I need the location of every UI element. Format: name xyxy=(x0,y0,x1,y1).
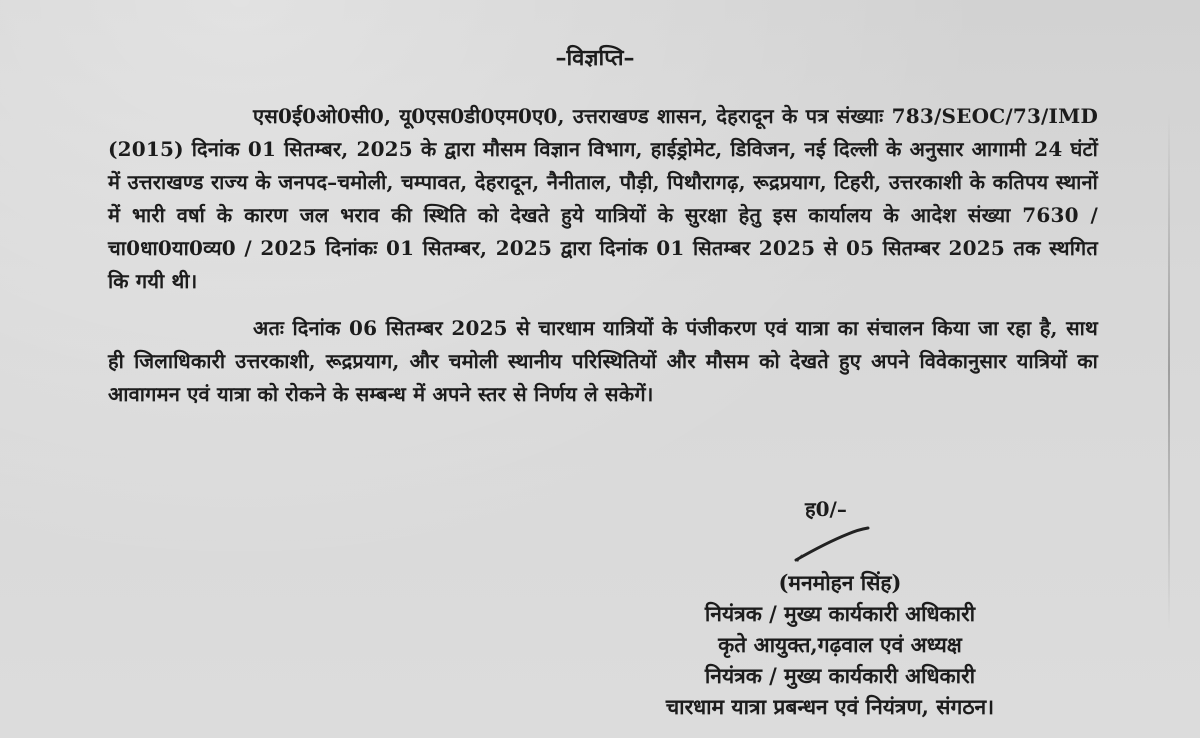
signatory-designation-2: कृते आयुक्त,गढ़वाल एवं अध्यक्ष xyxy=(718,632,962,657)
signatory-designation-1: नियंत्रक / मुख्य कार्यकारी अधिकारी xyxy=(704,601,976,626)
signatory-designation-3: नियंत्रक / मुख्य कार्यकारी अधिकारी xyxy=(704,663,976,688)
signatory-organization: चारधाम यात्रा प्रबन्धन एवं नियंत्रण, संगठन। xyxy=(665,694,995,719)
notice-paragraph-2: अतः दिनांक 06 सितम्बर 2025 से चारधाम यात्रियों के पंजीकरण एवं यात्रा का संचालन किया जा रहा है, साथ ही जिलाधिकारी उत्तरकाशी, रूद्रप्रयाग, और चमोली स्थानीय परिस्थितियों और मौसम को देखते हुए अपने विवेकानुसार यात्रियों का आवागमन एवं यात्रा को रोकने के सम्बन्ध में अपने स्तर से निर्णय ले सकेगें। xyxy=(108,316,1098,406)
notice-body xyxy=(108,100,1098,411)
signatory-name: (मनमोहन सिंह) xyxy=(778,570,902,595)
notice-paragraph-1: एस0ई0ओ0सी0, यू0एस0डी0एम0ए0, उत्तराखण्ड शासन, देहरादून के पत्र संख्याः 783/SEOC/73/IMD (2015) दिनांक 01 सितम्बर, 2025 के द्वारा मौसम विज्ञान विभाग, हाईड्रोमेट, डिविजन, नई दिल्ली के अनुसार आगामी 24 घंटों में उत्तराखण्ड राज्य के जनपद–चमोली, चम्पावत, देहरादून, नैनीताल, पौड़ी, पिथौरागढ़, रूद्रप्रयाग, टिहरी, उत्तरकाशी के कतिपय स्थानों में भारी वर्षा के कारण जल भराव की स्थिति को देखते हुये यात्रियों के सुरक्षा हेतु इस कार्यालय के आदेश संख्या 7630 / चा0धा0या0व्य0 / 2025 दिनांकः 01 सितम्बर, 2025 द्वारा दिनांक 01 सितम्बर 2025 से 05 सितम्बर 2025 तक स्थगित कि गयी थी। xyxy=(108,104,1098,293)
notice-title: –विज्ञप्ति– xyxy=(555,45,635,71)
signed-mark: ह0/– xyxy=(805,497,847,521)
paper-fold-line xyxy=(1168,110,1170,630)
signatory-block xyxy=(560,567,1120,722)
signature-mark xyxy=(790,522,880,568)
